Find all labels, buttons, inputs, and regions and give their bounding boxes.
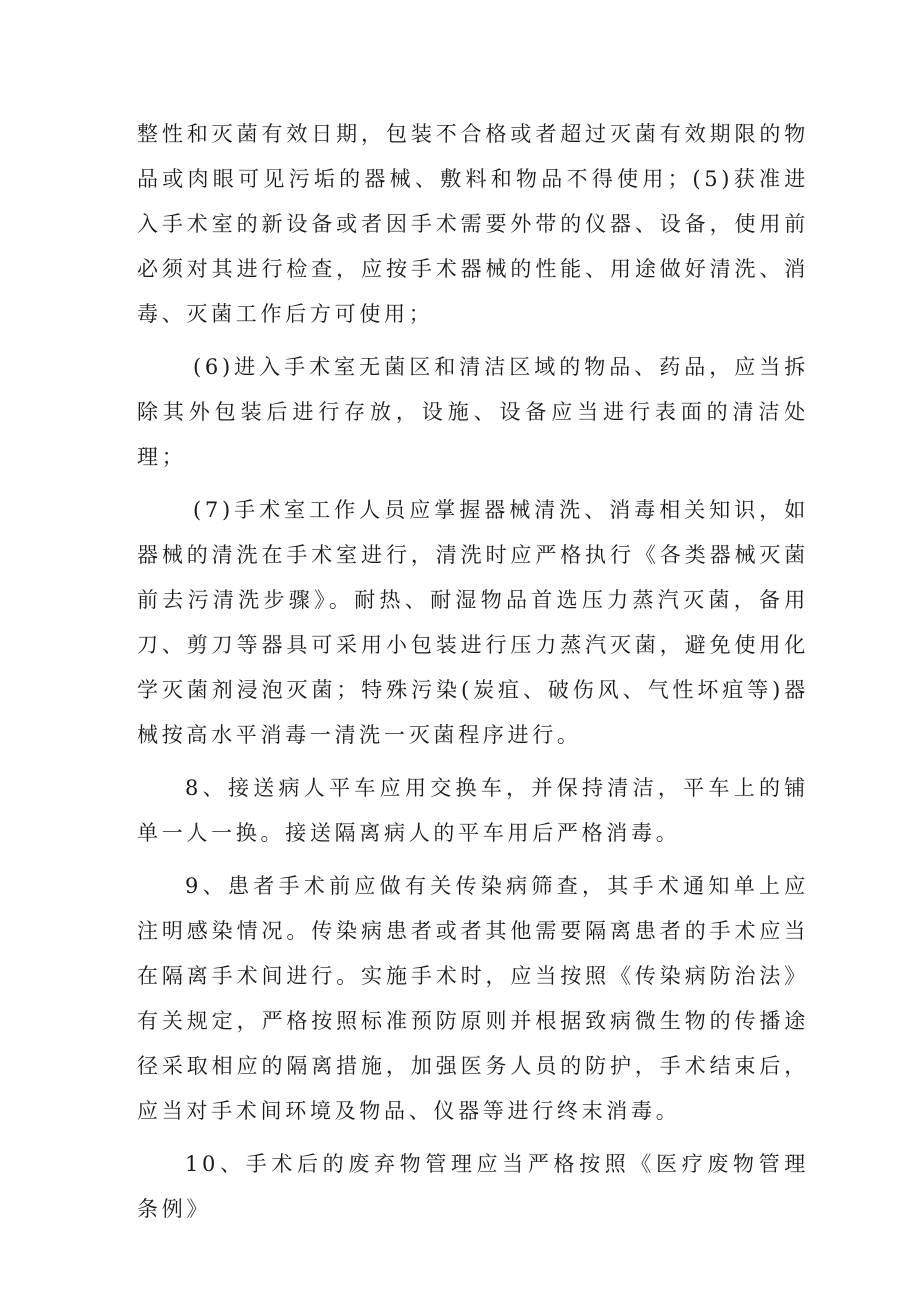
- paragraph-item-9: 9、患者手术前应做有关传染病筛查，其手术通知单上应注明感染情况。传染病患者或者其他需要隔离患者的手术应当在隔离手术间进行。实施手术时，应当按照《传染病防治法》有关规定，严格按照标准预防原则并根据致病微生物的传播途径采取相应的隔离措施，加强医务人员的防护，手术结束后，应当对手术间环境及物品、仪器等进行终末消毒。: [137, 874, 809, 1123]
- document-body: [137, 112, 809, 1232]
- paragraph-item-8: 8、接送病人平车应用交换车，并保持清洁，平车上的铺单一人一换。接送隔离病人的平车用后严格消毒。: [137, 776, 809, 845]
- paragraph-item-6: (6)进入手术室无菌区和清洁区域的物品、药品，应当拆除其外包装后进行存放，设施、设备应当进行表面的清洁处理；: [137, 355, 809, 469]
- paragraph-item-10: 10、手术后的废弃物管理应当严格按照《医疗废物管理条例》: [137, 1152, 809, 1221]
- paragraph-continuation: 整性和灭菌有效日期，包装不合格或者超过灭菌有效期限的物品或肉眼可见污垢的器械、敷料和物品不得使用；(5)获准进入手术室的新设备或者因手术需要外带的仪器、设备，使用前必须对其进行检查，应按手术器械的性能、用途做好清洗、消毒、灭菌工作后方可使用；: [137, 122, 809, 326]
- paragraph-item-7: (7)手术室工作人员应掌握器械清洗、消毒相关知识，如器械的清洗在手术室进行，清洗时应严格执行《各类器械灭菌前去污清洗步骤》。耐热、耐湿物品首选压力蒸汽灭菌，备用刀、剪刀等器具可采用小包装进行压力蒸汽灭菌，避免使用化学灭菌剂浸泡灭菌；特殊污染(炭疽、破伤风、气性坏疽等)器械按高水平消毒一清洗一灭菌程序进行。: [137, 498, 809, 747]
